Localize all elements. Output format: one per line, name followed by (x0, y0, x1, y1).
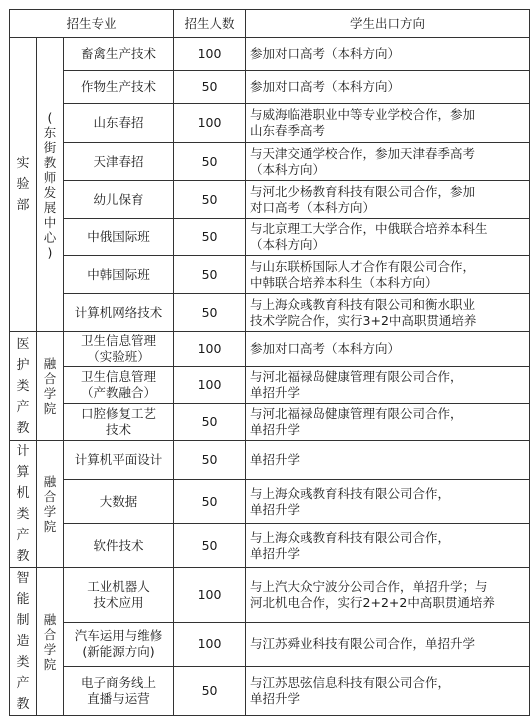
destination-text: 单招升学 (250, 501, 301, 517)
enrollment-count: 100 (174, 367, 246, 404)
enrollment-count: 50 (174, 480, 246, 524)
destination-text: 与北京理工大学合作，中俄联合培养本科生 (250, 221, 488, 236)
enrollment-count: 50 (174, 71, 246, 104)
department-label-char: 教 (16, 697, 30, 712)
major-cell (64, 181, 174, 219)
enrollment-count: 100 (174, 623, 246, 667)
table-row (10, 104, 530, 143)
department-sublabel-char: 发 (43, 184, 57, 200)
major-cell (64, 332, 174, 367)
destination-cell (246, 480, 530, 524)
major-cell (64, 219, 174, 256)
department-label-char: 医 (16, 336, 30, 352)
destination-cell (246, 623, 530, 667)
department-label-char: 验 (16, 177, 30, 192)
destination-text: 与威海临港职业中等专业学校合作，参加 (250, 107, 476, 122)
department-sublabel (37, 441, 64, 568)
department-label-char: 教 (16, 549, 30, 564)
major-name: （产教融合） (81, 385, 157, 400)
major-name: 汽车运用与维修 (74, 628, 163, 644)
department-sublabel-char: ) (47, 244, 53, 260)
destination-text: 参加对口高考（本科方向） (250, 79, 401, 94)
major-name: 天津春招 (93, 153, 144, 169)
department-label-char: 智 (16, 571, 30, 586)
department-sublabel-char: 街 (43, 139, 57, 155)
table-row (10, 71, 530, 104)
department-sublabel (37, 568, 64, 716)
major-name: 计算机网络技术 (74, 304, 163, 320)
major-name: 畜禽生产技术 (81, 46, 157, 61)
major-cell (64, 143, 174, 181)
destination-cell (246, 294, 530, 332)
department-sublabel (37, 38, 64, 332)
destination-text: 河北机电合作，实行2+2+2中高职贯通培养 (250, 595, 495, 611)
major-name: 作物生产技术 (81, 79, 157, 94)
department-label (10, 441, 37, 568)
destination-text: 单招升学 (250, 385, 301, 400)
enrollment-count: 50 (174, 404, 246, 441)
enrollment-count: 50 (174, 219, 246, 256)
department-label-char: 制 (16, 613, 30, 628)
destination-text: 山东春季高考 (250, 123, 326, 138)
major-cell (64, 256, 174, 294)
destination-text: 中韩联合培养本科生（本科方向） (250, 274, 438, 290)
destination-cell (246, 332, 530, 367)
destination-cell (246, 256, 530, 294)
department-label-char: 护 (16, 357, 30, 373)
department-label-char: 算 (16, 465, 30, 480)
enrollment-count: 50 (174, 524, 246, 568)
department-label-char: 计 (16, 444, 30, 459)
destination-cell (246, 568, 530, 623)
table-row (10, 332, 530, 367)
major-cell (64, 524, 174, 568)
department-label (10, 332, 37, 441)
destination-cell (246, 367, 530, 404)
department-sublabel-char: 院 (43, 519, 57, 534)
destination-text: 与上汽大众宁波分公司合作，单招升学；与 (250, 579, 488, 595)
enrollment-count: 50 (174, 256, 246, 294)
table-row (10, 219, 530, 256)
department-sublabel-char: ( (47, 109, 53, 125)
major-name: 中俄国际班 (87, 229, 150, 244)
table-row (10, 441, 530, 480)
department-label-char: 能 (16, 592, 30, 607)
destination-cell (246, 38, 530, 71)
destination-text: 与上海众彧教育科技有限公司和衡水职业 (250, 296, 476, 312)
major-name: 山东春招 (93, 115, 144, 130)
table-row (10, 256, 530, 294)
department-sublabel-char: 合 (43, 371, 57, 386)
destination-cell (246, 524, 530, 568)
destination-text: 对口高考（本科方向） (250, 199, 376, 215)
major-cell (64, 623, 174, 667)
table-row (10, 38, 530, 71)
destination-text: 与河北福禄岛健康管理有限公司合作， (250, 369, 463, 384)
destination-text: 参加对口高考（本科方向） (250, 46, 401, 61)
destination-cell (246, 181, 530, 219)
department-label-char: 教 (16, 420, 30, 436)
major-cell (64, 480, 174, 524)
department-sublabel-char: 融 (43, 356, 57, 371)
destination-text: （本科方向） (250, 161, 326, 177)
header-major: 招生专业 (10, 10, 174, 38)
destination-text: 与河北少杨教育科技有限公司合作，参加 (250, 183, 476, 199)
department-sublabel-char: 融 (43, 611, 57, 627)
department-label-char: 类 (16, 507, 30, 522)
department-sublabel-char: 合 (43, 626, 57, 642)
destination-text: 与江苏舜业科技有限公司合作，单招升学 (250, 636, 476, 652)
enrollment-count: 50 (174, 181, 246, 219)
destination-text: 与山东联桥国际人才合作有限公司合作， (250, 258, 476, 274)
department-sublabel-char: 心 (43, 229, 57, 245)
table-body (10, 38, 530, 716)
table-row (10, 404, 530, 441)
department-sublabel-char: 教 (43, 154, 57, 170)
major-cell (64, 104, 174, 143)
major-name: 技术应用 (93, 595, 144, 611)
header-destination: 学生出口方向 (246, 10, 530, 38)
major-cell (64, 367, 174, 404)
major-cell (64, 568, 174, 623)
department-label-char: 部 (16, 198, 30, 213)
destination-text: 与天津交通学校合作，参加天津春季高考 (250, 145, 476, 161)
major-name: 口腔修复工艺 (81, 406, 157, 421)
enrollment-count: 50 (174, 143, 246, 181)
enrollment-count: 50 (174, 441, 246, 480)
major-name: 大数据 (99, 493, 138, 509)
department-label (10, 38, 37, 332)
destination-cell (246, 143, 530, 181)
department-label-char: 产 (16, 528, 30, 543)
table-row (10, 666, 530, 715)
destination-text: 参加对口高考（本科方向） (250, 341, 401, 356)
major-cell (64, 441, 174, 480)
department-label-char: 机 (16, 486, 30, 501)
destination-text: 与上海众彧教育科技有限公司合作， (250, 529, 451, 545)
major-name: 软件技术 (93, 537, 144, 553)
major-name: 中韩国际班 (87, 266, 150, 282)
major-name: 幼儿保育 (93, 191, 144, 207)
major-name: (新能源方向) (82, 644, 155, 660)
destination-cell (246, 404, 530, 441)
destination-cell (246, 104, 530, 143)
enrollment-count: 50 (174, 294, 246, 332)
destination-text: 与上海众彧教育科技有限公司合作， (250, 485, 451, 501)
enrollment-count: 100 (174, 568, 246, 623)
destination-cell (246, 441, 530, 480)
enrollment-count: 100 (174, 104, 246, 143)
major-name: 卫生信息管理 (81, 369, 157, 384)
major-cell (64, 71, 174, 104)
destination-text: 单招升学 (250, 690, 301, 706)
destination-cell (246, 71, 530, 104)
department-sublabel-char: 院 (43, 656, 57, 672)
department-sublabel-char: 东 (43, 124, 57, 140)
department-sublabel-char: 合 (43, 489, 57, 504)
table-row (10, 181, 530, 219)
destination-text: 与江苏思弦信息科技有限公司合作， (250, 674, 451, 690)
table-row (10, 294, 530, 332)
enrollment-count: 100 (174, 332, 246, 367)
major-name: 电子商务线上 (81, 674, 157, 690)
department-sublabel (37, 332, 64, 441)
header-count: 招生人数 (174, 10, 246, 38)
department-sublabel-char: 融 (43, 474, 57, 489)
department-label-char: 类 (16, 655, 30, 670)
department-sublabel-char: 学 (43, 386, 57, 401)
destination-cell (246, 666, 530, 715)
department-label-char: 实 (16, 156, 30, 171)
department-sublabel-char: 展 (43, 199, 57, 215)
major-name: 计算机平面设计 (74, 452, 163, 468)
department-sublabel-char: 院 (43, 401, 57, 416)
department-sublabel-char: 中 (43, 214, 57, 230)
department-sublabel-char: 学 (43, 641, 57, 657)
destination-cell (246, 219, 530, 256)
table-row (10, 480, 530, 524)
destination-text: 与河北福禄岛健康管理有限公司合作， (250, 406, 463, 421)
major-name: 卫生信息管理 (81, 333, 157, 348)
enrollment-table-container (9, 9, 529, 716)
table-row (10, 568, 530, 623)
major-name: 工业机器人 (87, 579, 150, 595)
table-header-row (10, 10, 530, 38)
department-label-char: 类 (16, 378, 30, 394)
table-row (10, 367, 530, 404)
destination-text: 技术学院合作，实行3+2中高职贯通培养 (250, 312, 477, 328)
table-row (10, 143, 530, 181)
major-name: 直播与运营 (87, 690, 150, 706)
major-name: 技术 (106, 422, 132, 437)
department-sublabel-char: 师 (43, 169, 57, 185)
destination-text: 单招升学 (250, 545, 301, 561)
department-sublabel-char: 学 (43, 504, 57, 519)
enrollment-count: 50 (174, 666, 246, 715)
department-label-char: 造 (16, 634, 30, 649)
destination-text: （本科方向） (250, 237, 326, 252)
table-row (10, 623, 530, 667)
enrollment-count: 100 (174, 38, 246, 71)
department-label-char: 产 (16, 676, 30, 691)
major-cell (64, 666, 174, 715)
department-label-char: 产 (16, 399, 30, 415)
major-cell (64, 404, 174, 441)
table-row (10, 524, 530, 568)
destination-text: 单招升学 (250, 422, 301, 437)
major-cell (64, 294, 174, 332)
enrollment-table (9, 9, 530, 716)
major-name: （实验班） (87, 349, 150, 364)
major-cell (64, 38, 174, 71)
department-label (10, 568, 37, 716)
destination-text: 单招升学 (250, 452, 301, 468)
